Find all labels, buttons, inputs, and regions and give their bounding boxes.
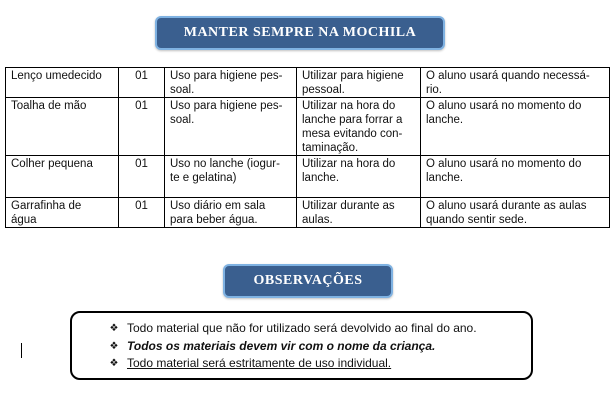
mochila-banner-title: MANTER SEMPRE NA MOCHILA bbox=[183, 25, 417, 40]
table-row bbox=[6, 156, 610, 198]
diamond-bullet-icon: ❖ bbox=[109, 323, 119, 334]
qty-cell: 01 bbox=[119, 98, 165, 156]
list-item: ❖ Todo material será estritamente de uso individual. bbox=[107, 355, 477, 373]
diamond-bullet-icon: ❖ bbox=[109, 340, 119, 352]
table-row bbox=[6, 98, 610, 156]
observacoes-banner-title: OBSERVAÇÕES bbox=[253, 273, 363, 288]
item-cell: Colher pequena bbox=[6, 156, 119, 198]
observations-box bbox=[70, 311, 533, 380]
note-cell: O aluno usará quando necessá- rio. bbox=[421, 68, 610, 98]
text-cursor bbox=[21, 343, 22, 358]
diamond-bullet-icon: ❖ bbox=[109, 358, 119, 369]
list-item: ❖ Todos os materiais devem vir com o nome da criança. bbox=[107, 338, 477, 356]
list-item: ❖ Todo material que não for utilizado será devolvido ao final do ano. bbox=[107, 320, 477, 338]
how-cell: Utilizar na hora do lanche. bbox=[297, 156, 421, 198]
observations-list bbox=[107, 320, 477, 373]
table-row bbox=[6, 198, 610, 228]
materials-table bbox=[5, 67, 610, 228]
item-cell: Toalha de mão bbox=[6, 98, 119, 156]
note-cell: O aluno usará no momento do lanche. bbox=[421, 156, 610, 198]
use-cell: Uso diário em sala para beber água. bbox=[165, 198, 297, 228]
note-cell: O aluno usará no momento do lanche. bbox=[421, 98, 610, 156]
how-cell: Utilizar durante as aulas. bbox=[297, 198, 421, 228]
use-cell: Uso no lanche (iogur- te e gelatina) bbox=[165, 156, 297, 198]
use-cell: Uso para higiene pes- soal. bbox=[165, 98, 297, 156]
qty-cell: 01 bbox=[119, 156, 165, 198]
qty-cell: 01 bbox=[119, 198, 165, 228]
use-cell: Uso para higiene pes- soal. bbox=[165, 68, 297, 98]
observacoes-banner bbox=[223, 264, 393, 298]
qty-cell: 01 bbox=[119, 68, 165, 98]
note-cell: O aluno usará durante as aulas quando sentir sede. bbox=[421, 198, 610, 228]
how-cell: Utilizar na hora do lanche para forrar a mesa evitando con- taminação. bbox=[297, 98, 421, 156]
item-cell: Garrafinha de água bbox=[6, 198, 119, 228]
item-cell: Lenço umedecido bbox=[6, 68, 119, 98]
table-row bbox=[6, 68, 610, 98]
mochila-banner bbox=[155, 16, 445, 50]
how-cell: Utilizar para higiene pessoal. bbox=[297, 68, 421, 98]
